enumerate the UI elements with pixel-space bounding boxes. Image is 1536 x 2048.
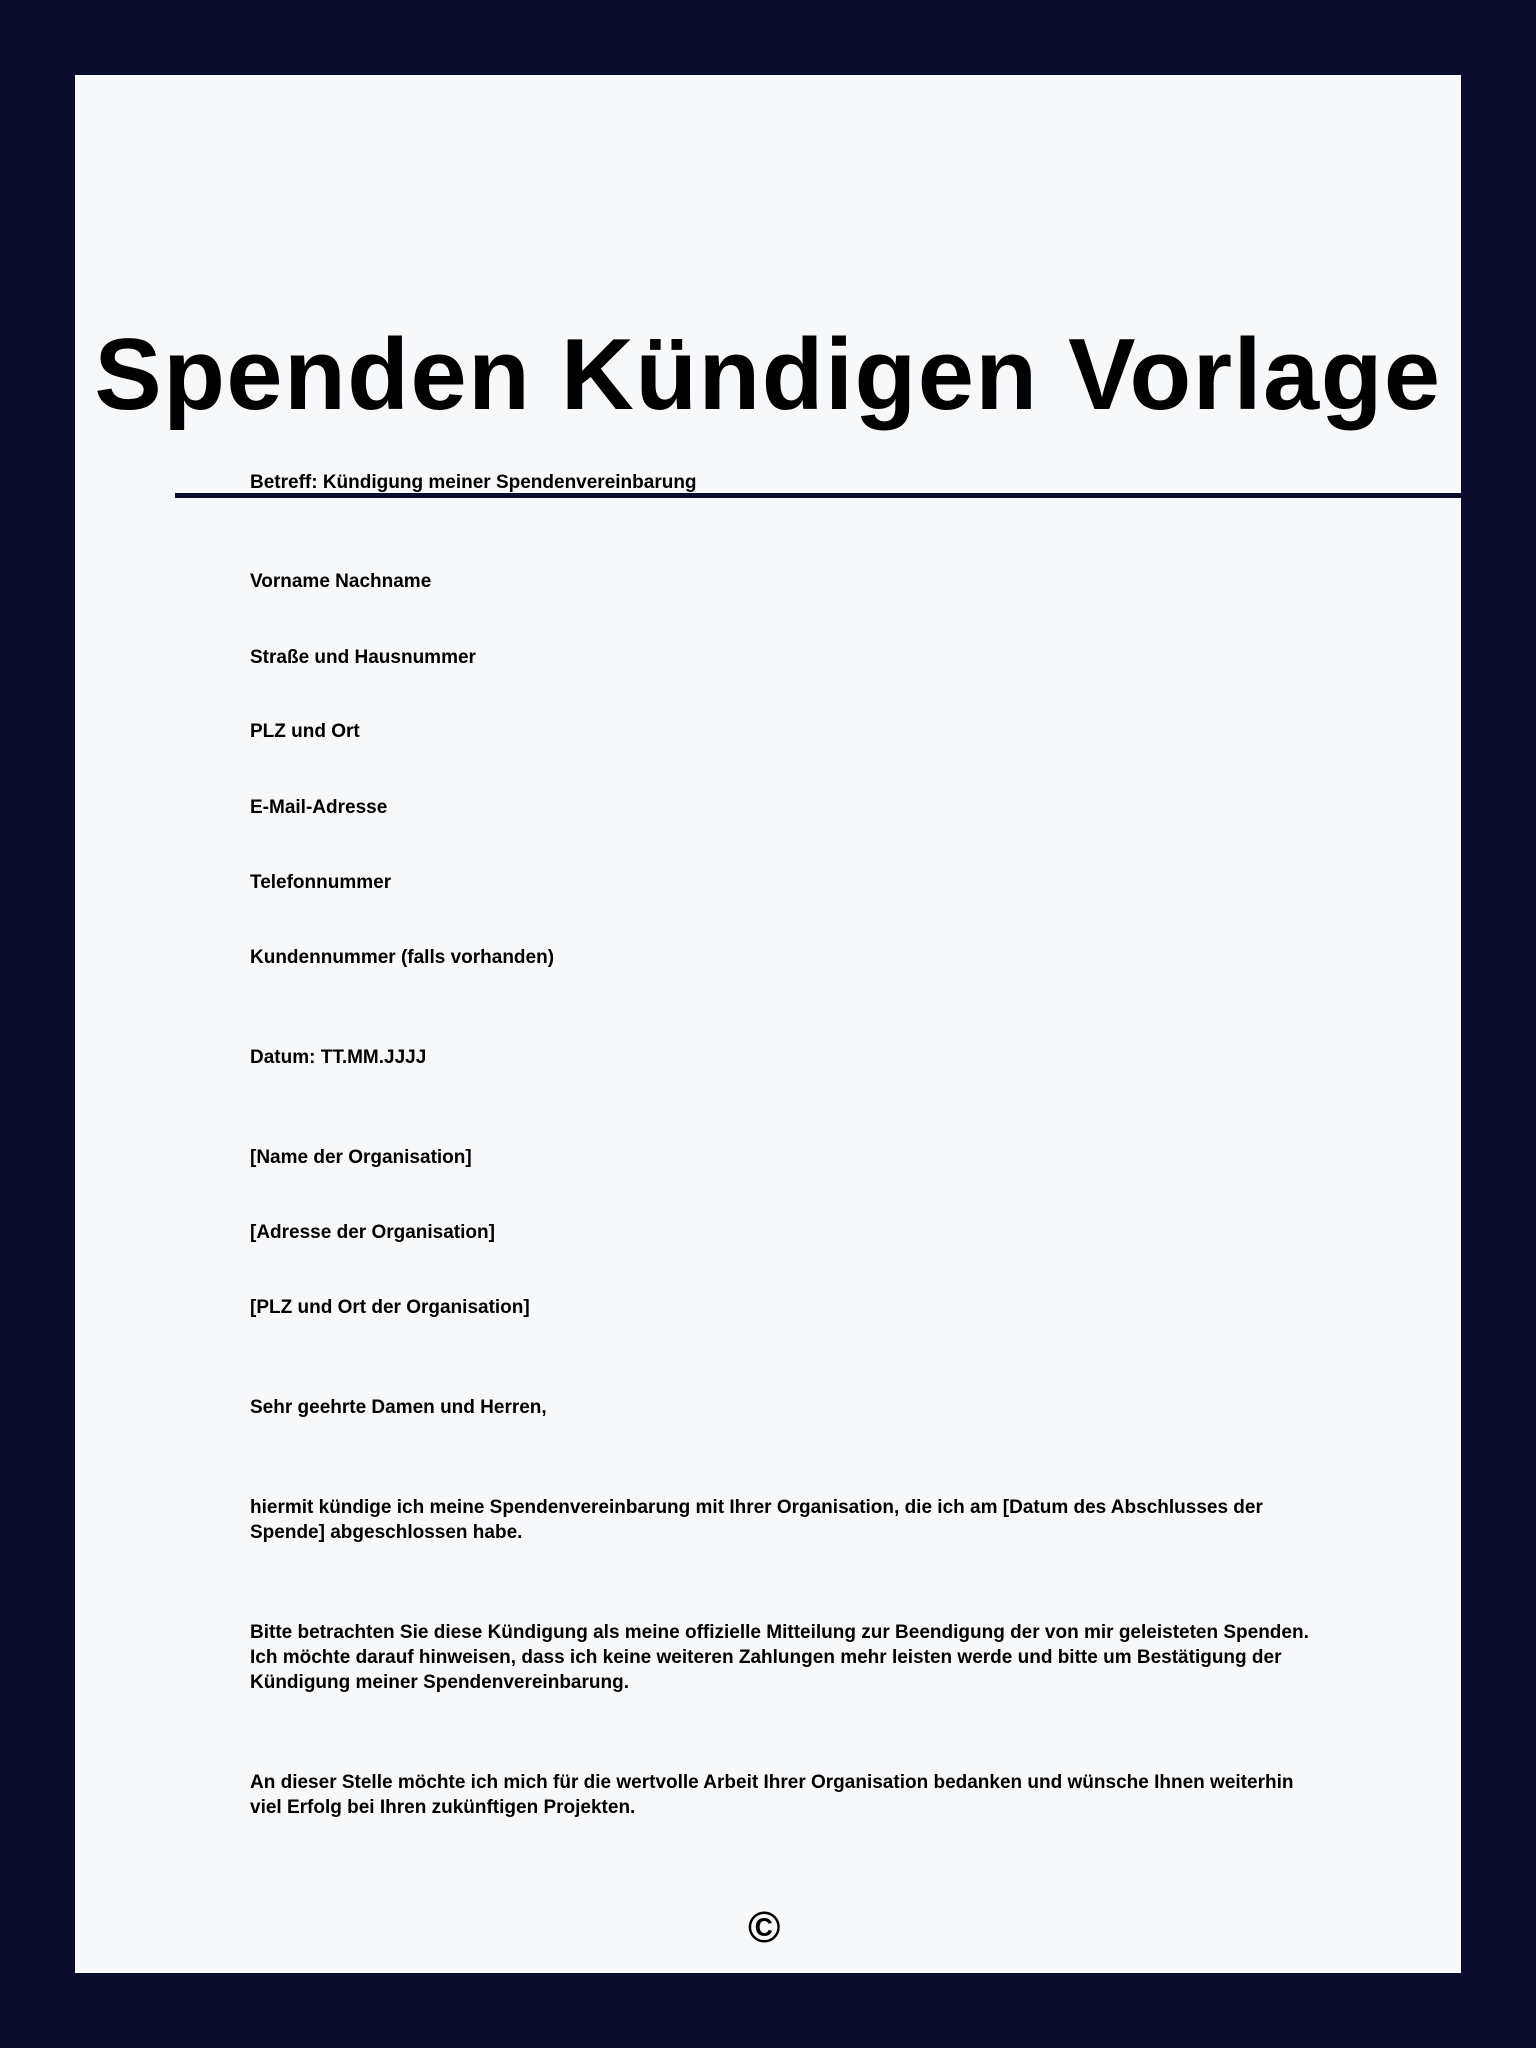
salutation: Sehr geehrte Damen und Herren, [250, 1397, 547, 1418]
sender-name: Vorname Nachname [250, 571, 432, 592]
date-line: Datum: TT.MM.JJJJ [250, 1047, 427, 1068]
recipient-city: [PLZ und Ort der Organisation] [250, 1297, 530, 1318]
copyright-icon: © [748, 1903, 781, 1952]
sender-city: PLZ und Ort [250, 721, 360, 742]
body-paragraph: An dieser Stelle möchte ich mich für die wertvolle Arbeit Ihrer Organisation bedanken und wünsche Ihnen weiterhin viel Erfolg bei Ihren zukünftigen Projekten. [250, 1772, 1294, 1818]
sender-customer-number: Kundennummer (falls vorhanden) [250, 947, 555, 968]
sender-street: Straße und Hausnummer [250, 647, 476, 668]
subject-line: Betreff: Kündigung meiner Spendenvereinbarung [250, 472, 697, 493]
body-paragraph: hiermit kündige ich meine Spendenvereinbarung mit Ihrer Organisation, die ich am [Datum des Abschlusses der Spende] abgeschlossen habe. [250, 1497, 1263, 1543]
recipient-name: [Name der Organisation] [250, 1147, 472, 1168]
page-title: Spenden Kündigen Vorlage [94, 319, 1442, 431]
body-paragraph: Bitte betrachten Sie diese Kündigung als meine offizielle Mitteilung zur Beendigung der von mir geleisteten Spenden. Ich möchte darauf hinweisen, dass ich keine weiteren Zahlungen mehr leisten werde und bitte um Bestätigung der Kündigung meiner Spendenvereinbarung. [250, 1622, 1309, 1693]
sender-phone: Telefonnummer [250, 872, 392, 893]
sender-email: E-Mail-Adresse [250, 797, 388, 818]
recipient-address: [Adresse der Organisation] [250, 1222, 495, 1243]
